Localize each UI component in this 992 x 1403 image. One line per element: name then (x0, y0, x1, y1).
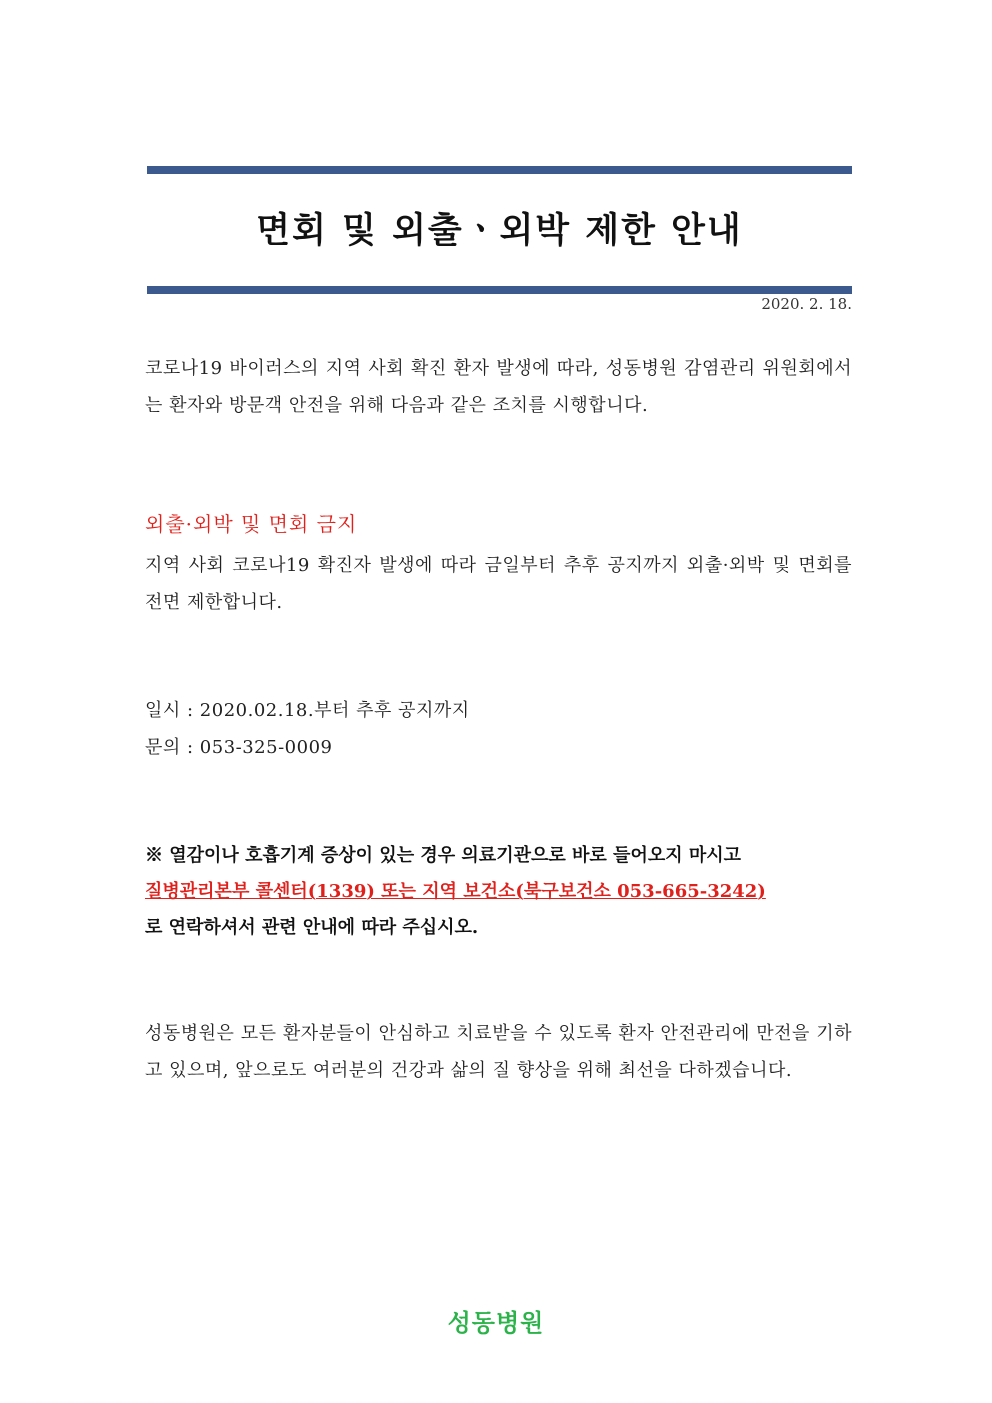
period-info: 일시 : 2020.02.18.부터 추후 공지까지 (145, 700, 470, 721)
section-body: 지역 사회 코로나19 확진자 발생에 따라 금일부터 추후 공지까지 외출·외박 및 면회를 전면 제한합니다. (145, 555, 852, 613)
symptom-notice (145, 838, 852, 946)
notice-date: 2020. 2. 18. (761, 295, 852, 313)
intro-paragraph: 코로나19 바이러스의 지역 사회 확진 환자 발생에 따라, 성동병원 감염관리 위원회에서는 환자와 방문객 안전을 위해 다음과 같은 조치를 시행합니다. (145, 358, 852, 416)
hospital-logo: 성동병원 (447, 1309, 545, 1337)
page-title: 면회 및 외출ㆍ외박 제한 안내 (256, 211, 743, 251)
section-heading: 외출·외박 및 면회 금지 (145, 512, 358, 536)
bottom-divider (147, 286, 852, 294)
contact-info: 문의 : 053-325-0009 (145, 737, 333, 758)
notice-part1: ※ 열감이나 호흡기계 증상이 있는 경우 의료기관으로 바로 들어오지 마시고 (145, 845, 742, 866)
closing-paragraph: 성동병원은 모든 환자분들이 안심하고 치료받을 수 있도록 환자 안전관리에 만전을 기하고 있으며, 앞으로도 여러분의 건강과 삶의 질 향상을 위해 최선을 다하겠습니다. (145, 1023, 852, 1081)
top-divider (147, 166, 852, 174)
notice-part2: 로 연락하셔서 관련 안내에 따라 주십시오. (145, 917, 479, 938)
notice-highlight: 질병관리본부 콜센터(1339) 또는 지역 보건소(북구보건소 053-665-3242) (145, 881, 766, 902)
